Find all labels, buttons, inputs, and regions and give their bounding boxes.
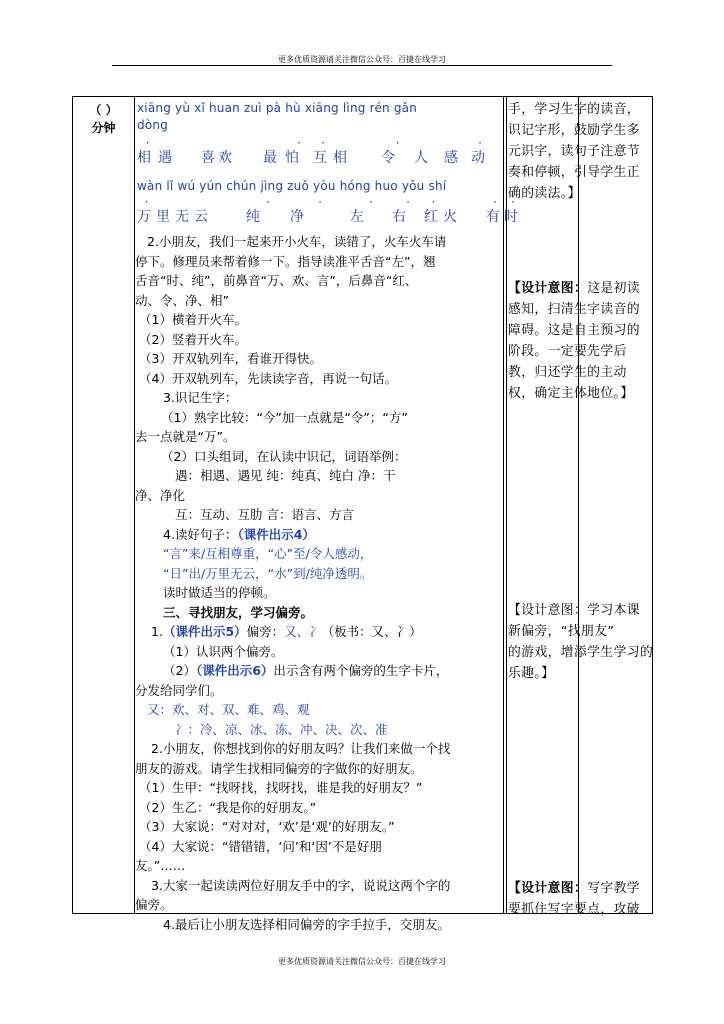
pinyin-row: wàn lǐ wú yún chún jìng zuǒ yòu hóng huo yǒu shí: [137, 179, 447, 193]
text-line: 停下。修理员来帮着修一下。指导读准平舌音“左”，翘: [135, 254, 436, 269]
design-note-2: 【设计意图：这是初读 感知，扫清生字读音的 障碍。这是自主预习的 阶段。一定要先学后 教，归还学生的主动 权，确定主体地位。】: [508, 281, 640, 401]
design-note-1: 手，学习生字的读音， 识记字形，鼓励学生多 元识字，读句子注意节 奏和停顿，引导学生正 确的读法。】: [508, 102, 640, 201]
hanzi-char: 互: [313, 150, 327, 166]
pinyin-row: xiāng yù xǐ huan zuì pà hù xiāng lìng rén gǎn: [137, 101, 418, 115]
hanzi-char: 欢: [218, 150, 232, 166]
hanzi-char: 动: [471, 150, 485, 166]
hanzi-char: 纯: [246, 209, 260, 225]
header-divider: [112, 65, 612, 66]
time-unit: 分钟: [91, 121, 116, 135]
text-line: （2）口头组词，在认读中识记，词语举例：: [161, 449, 407, 464]
pinyin-row: dòng: [137, 118, 168, 132]
text-line: （2）（课件出示6）出示含有两个偏旁的生字卡片，: [163, 663, 449, 678]
text-line: 互：互动、互肋 言：语言、方言: [175, 507, 354, 522]
page-header: 更多优质资源请关注微信公众号：百捷在线学习: [278, 55, 446, 64]
hanzi-char: 相: [333, 150, 347, 166]
hanzi-char: 喜: [201, 150, 215, 166]
design-note-4: 【设计意图：写字教学 要抓住写字要点，攻破: [508, 881, 640, 917]
hanzi-char: 有: [486, 209, 500, 225]
hanzi-char: 云: [194, 209, 208, 225]
text-line: （4）大家说：“错错错，‘问’和‘因’不是好朋: [139, 839, 382, 854]
hanzi-char: 怕: [285, 150, 299, 166]
text-line: “日”出/万里无云，“水”到/纯净透明。: [163, 566, 373, 581]
text-line: 读时做适当的停顿。: [163, 585, 276, 600]
text-line: （1）认识两个偏旁。: [163, 644, 284, 659]
hanzi-char: 无: [175, 209, 189, 225]
text-line: 4.读好句子：（课件出示4）: [163, 527, 315, 542]
text-line: 2.小朋友，我们一起来开小火车，读错了，火车火车请: [147, 234, 447, 249]
hanzi-char: 万: [137, 209, 151, 225]
text-line: 1.（课件出示5）偏旁：又、冫（板书：又、冫）: [151, 624, 422, 639]
text-line: 偏旁。: [135, 897, 173, 912]
design-note-3: 【设计意图：学习本课 新偏旁，“找朋友” 的游戏，增添学生学习的 乐趣。】: [508, 603, 654, 681]
text-line: （4）开双轨列车，先读读字音，再说一句话。: [139, 371, 397, 386]
text-line: 动、令、净、相”: [135, 293, 229, 308]
text-line: 3.大家一起读读两位好朋友手中的字，说说这两个字的: [151, 878, 451, 893]
lesson-table: [72, 96, 653, 932]
text-line: 又：欢、对、双、难、鸡、观: [147, 702, 310, 717]
text-line: 舌音“时、纯”，前鼻音“万、欢、言”，后鼻音“红、: [135, 273, 418, 288]
section-heading: 三、寻找朋友，学习偏旁。: [163, 605, 314, 620]
text-line: （2）生乙：“我是你的好朋友。”: [139, 800, 317, 815]
text-line: 3.识记生字：: [163, 390, 238, 405]
time-cell: [73, 101, 134, 137]
text-line: 友。”……: [135, 858, 186, 873]
hanzi-char: 火: [443, 209, 457, 225]
hanzi-row: [137, 206, 522, 226]
text-line: 分发给同学们。: [135, 683, 223, 698]
hanzi-row: [137, 147, 489, 167]
hanzi-char: 人: [414, 150, 428, 166]
text-line: （1）熟字比较：“今”加一点就是“令”；“方”: [161, 410, 408, 425]
hanzi-char: 相: [137, 150, 151, 166]
text-line: 朋友的游戏。请学生找相同偏旁的字做你的好朋友。: [135, 761, 423, 776]
hanzi-char: 右: [392, 209, 406, 225]
text-line: （3）大家说：“对对对，‘欢’是‘观’的好朋友。”: [139, 819, 395, 834]
hanzi-char: 令: [381, 150, 395, 166]
hanzi-char: 左: [350, 209, 364, 225]
text-line: “言”来/互相尊重，“心”至/令人感动，: [163, 546, 373, 561]
text-line: 冫：冷、凉、冰、冻、冲、决、次、准: [175, 722, 388, 737]
hanzi-char: 最: [263, 150, 277, 166]
text-line: 4.最后让小朋友选择相同偏旁的字手拉手，交朋友。: [163, 917, 450, 932]
hanzi-char: 遇: [158, 150, 172, 166]
text-line: （3）开双轨列车，看谁开得快。: [139, 351, 322, 366]
text-line: 2.小朋友，你想找到你的好朋友吗？让我们来做一个找: [151, 741, 451, 756]
text-line: （2）竖着开火车。: [139, 332, 247, 347]
page-footer: 更多优质资源请关注微信公众号：百捷在线学习: [278, 957, 446, 966]
text-line: （1）横着开火车。: [139, 312, 247, 327]
text-line: 遇：相遇、遇见 纯：纯真、纯白 净：干: [175, 468, 396, 483]
column-divider: [578, 97, 579, 913]
hanzi-char: 净: [290, 209, 304, 225]
text-line: 去一点就是“万”。: [135, 429, 236, 444]
text-line: 净、净化: [135, 488, 186, 503]
hanzi-char: 里: [156, 209, 170, 225]
hanzi-char: 时: [504, 209, 518, 225]
time-paren: （ ）: [89, 103, 118, 117]
text-line: （1）生甲：“找呀找，找呀找，谁是我的好朋友？”: [139, 780, 423, 795]
hanzi-char: 红: [424, 209, 438, 225]
hanzi-char: 感: [444, 150, 458, 166]
